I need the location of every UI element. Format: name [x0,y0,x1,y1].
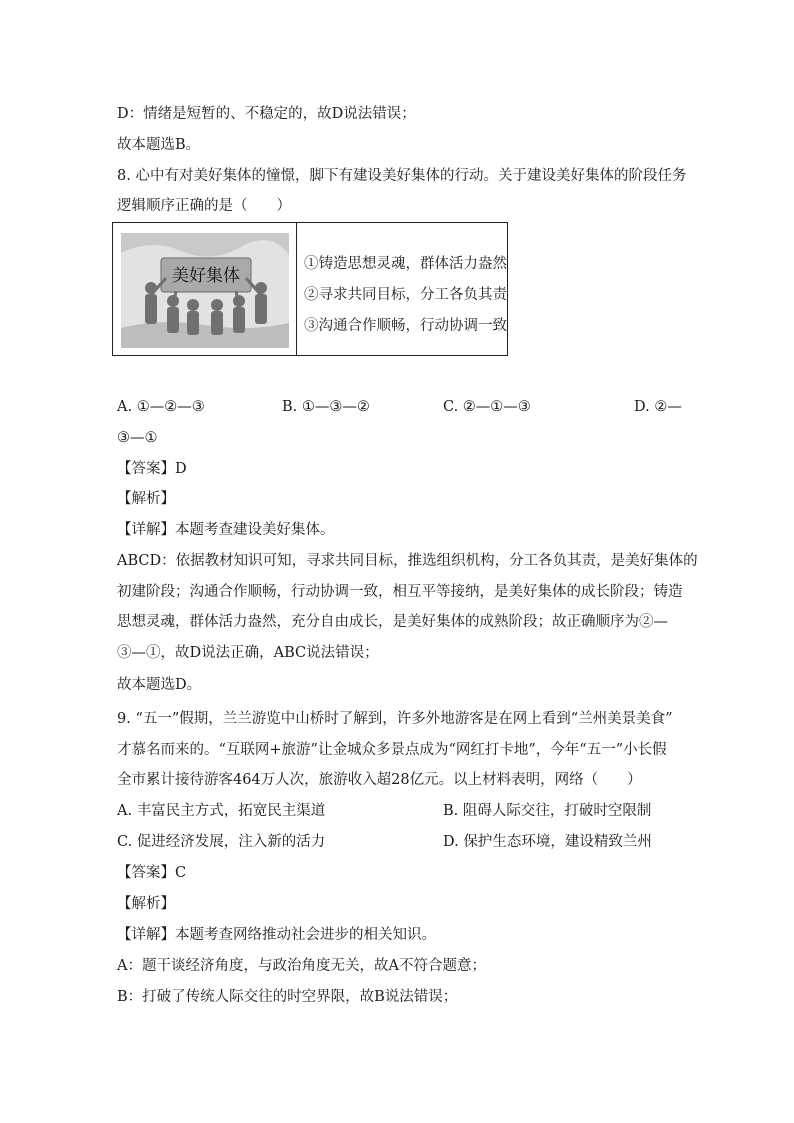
explanation-line: 初建阶段；沟通合作顺畅，行动协调一致，相互平等接纳，是美好集体的成长阶段；铸造 [117,584,683,600]
question-9-stem: 9. “五一”假期，兰兰游览中山桥时了解到，许多外地游客是在网上看到“兰州美景美食” [117,711,673,727]
explanation-line: B：打破了传统人际交往的时空界限，故B说法错误； [117,989,458,1005]
option-d: D. ②— [634,399,682,415]
explanation-line: A：题干谈经济角度，与政治角度无关，故A不符合题意； [117,958,486,974]
illustration-caption: 美好集体 [172,266,240,286]
question-8-table [112,222,508,356]
option-d-cont: ③—① [117,430,158,446]
option-d: D. 保护生态环境，建设精致兰州 [443,834,652,850]
statement-3: ③沟通合作顺畅，行动协调一致 [304,318,507,334]
conclusion-line: 故本题选D。 [117,677,202,693]
question-9-stem-cont: 全市累计接待游客464万人次，旅游收入超28亿元。以上材料表明，网络（ ） [117,772,642,788]
option-c: C. ②—①—③ [443,399,531,415]
detail-label: 【详解】本题考查建设美好集体。 [117,522,335,538]
table-divider [296,223,297,355]
analysis-label: 【解析】 [117,491,175,507]
explanation-line: ABCD：依据教材知识可知，寻求共同目标，推选组织机构，分工各负其责，是美好集体的 [117,553,698,569]
text-line: D：情绪是短暂的、不稳定的，故D说法错误； [117,106,416,122]
question-8-stem: 8. 心中有对美好集体的憧憬，脚下有建设美好集体的行动。关于建设美好集体的阶段任务 [117,168,687,184]
answer-label: 【答案】D [117,461,187,477]
option-a: A. 丰富民主方式，拓宽民主渠道 [117,803,326,819]
explanation-line: ③—①，故D说法正确，ABC说法错误； [117,645,379,661]
option-c: C. 促进经济发展，注入新的活力 [117,834,326,850]
statement-2: ②寻求共同目标，分工各负其责 [304,287,507,303]
question-8-stem-cont: 逻辑顺序正确的是（ ） [117,198,291,214]
text-line: 故本题选B。 [117,137,201,153]
detail-label: 【详解】本题考查网络推动社会进步的相关知识。 [117,927,436,943]
option-b: B. ①—③—② [282,399,370,415]
option-a: A. ①—②—③ [117,399,205,415]
illustration-image [121,233,289,348]
explanation-line: 思想灵魂，群体活力盎然，充分自由成长，是美好集体的成熟阶段；故正确顺序为②— [117,614,668,630]
option-b: B. 阻碍人际交往，打破时空限制 [443,803,652,819]
statement-list [304,249,507,342]
analysis-label: 【解析】 [117,896,175,912]
statement-1: ①铸造思想灵魂，群体活力盎然 [304,256,507,272]
answer-label: 【答案】C [117,865,187,881]
question-9-stem-cont: 才慕名而来的。“互联网+旅游”让金城众多景点成为“网红打卡地”，今年“五一”小长假 [117,742,667,758]
